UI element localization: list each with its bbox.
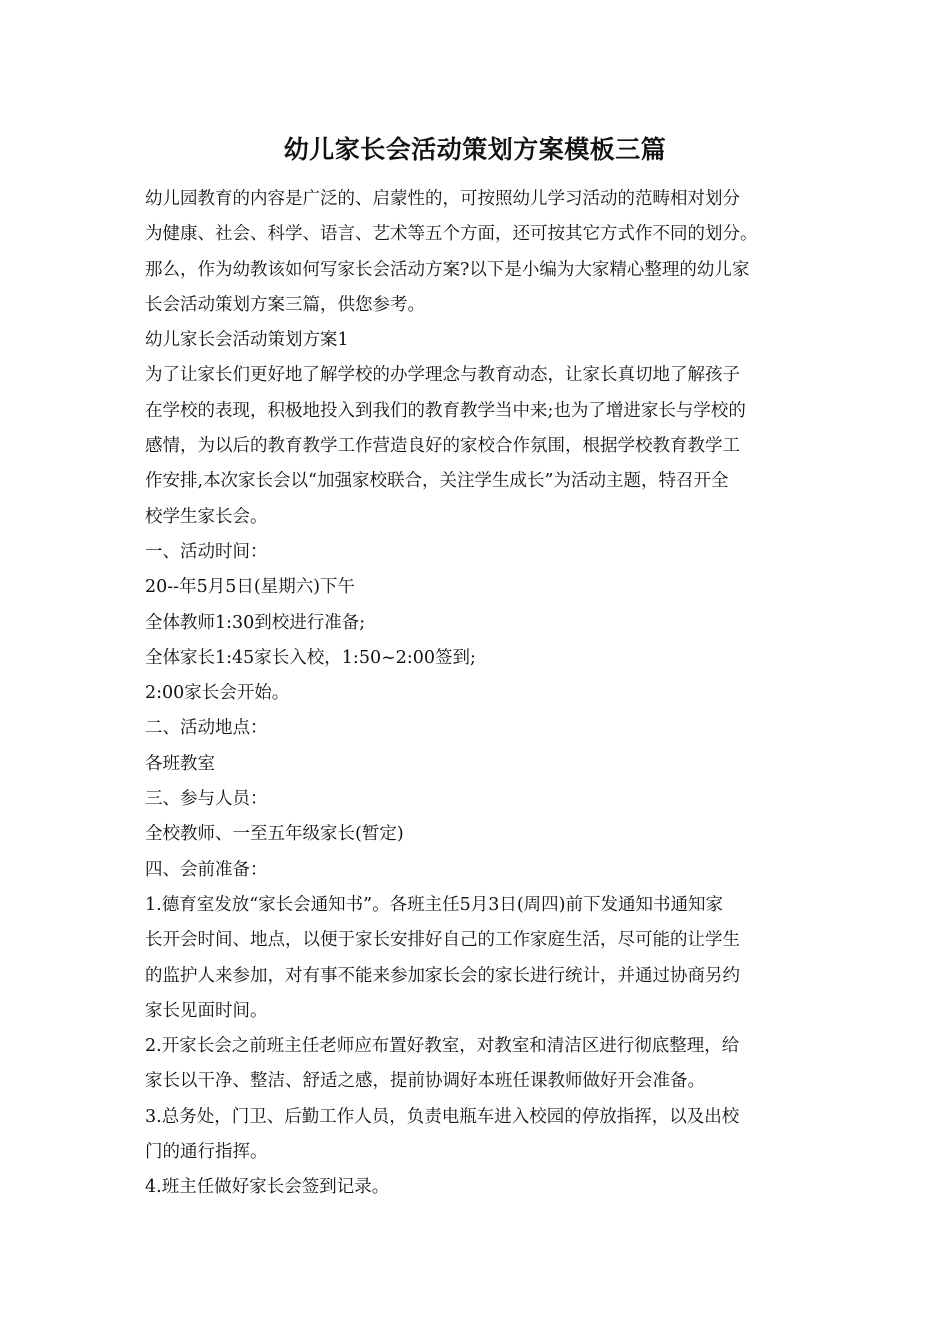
text-line: 在学校的表现，积极地投入到我们的教育教学当中来;也为了增进家长与学校的 [145, 400, 746, 421]
subheading-location: 二、活动地点： [145, 718, 268, 739]
document-title: 幼儿家长会活动策划方案模板三篇 [283, 135, 667, 164]
text-line: 全体家长1:45家长入校，1:50~2:00签到; [145, 647, 476, 668]
document-body [145, 182, 810, 1206]
text-line: 20--年5月5日(星期六)下午 [145, 577, 356, 598]
text-line: 全校教师、一至五年级家长(暂定) [145, 824, 404, 845]
text-line: 各班教室 [145, 753, 215, 774]
subheading-preparation: 四、会前准备： [145, 859, 268, 880]
text-line: 4.班主任做好家长会签到记录。 [145, 1177, 390, 1198]
text-line: 家长以干净、整洁、舒适之感，提前协调好本班任课教师做好开会准备。 [145, 1071, 705, 1092]
text-line: 长会活动策划方案三篇，供您参考。 [145, 294, 425, 315]
text-line: 为健康、社会、科学、语言、艺术等五个方面，还可按其它方式作不同的划分。 [145, 224, 758, 245]
text-line: 家长见面时间。 [145, 1000, 268, 1021]
text-line: 感情，为以后的教育教学工作营造良好的家校合作氛围，根据学校教育教学工 [145, 436, 740, 457]
section-heading: 幼儿家长会活动策划方案1 [145, 330, 349, 351]
text-line: 2.开家长会之前班主任老师应布置好教室，对教室和清洁区进行彻底整理，给 [145, 1036, 740, 1057]
text-line: 1.德育室发放“家长会通知书”。各班主任5月3日(周四)前下发通知书通知家 [145, 894, 724, 915]
text-line: 全体教师1:30到校进行准备; [145, 612, 366, 633]
text-line: 为了让家长们更好地了解学校的办学理念与教育动态，让家长真切地了解孩子 [145, 365, 740, 386]
text-line: 门的通行指挥。 [145, 1142, 268, 1163]
subheading-participants: 三、参与人员： [145, 789, 268, 810]
text-line: 那么，作为幼教该如何写家长会活动方案?以下是小编为大家精心整理的幼儿家 [145, 259, 750, 280]
text-line: 3.总务处，门卫、后勤工作人员，负责电瓶车进入校园的停放指挥，以及出校 [145, 1106, 740, 1127]
text-line: 校学生家长会。 [145, 506, 268, 527]
text-line: 长开会时间、地点，以便于家长安排好自己的工作家庭生活，尽可能的让学生 [145, 930, 740, 951]
subheading-time: 一、活动时间： [145, 541, 268, 562]
text-line: 的监护人来参加，对有事不能来参加家长会的家长进行统计，并通过协商另约 [145, 965, 740, 986]
text-line: 幼儿园教育的内容是广泛的、启蒙性的，可按照幼儿学习活动的范畴相对划分 [145, 189, 740, 209]
text-line: 2:00家长会开始。 [145, 683, 290, 704]
text-line: 作安排,本次家长会以“加强家校联合，关注学生成长”为活动主题，特召开全 [145, 471, 729, 492]
